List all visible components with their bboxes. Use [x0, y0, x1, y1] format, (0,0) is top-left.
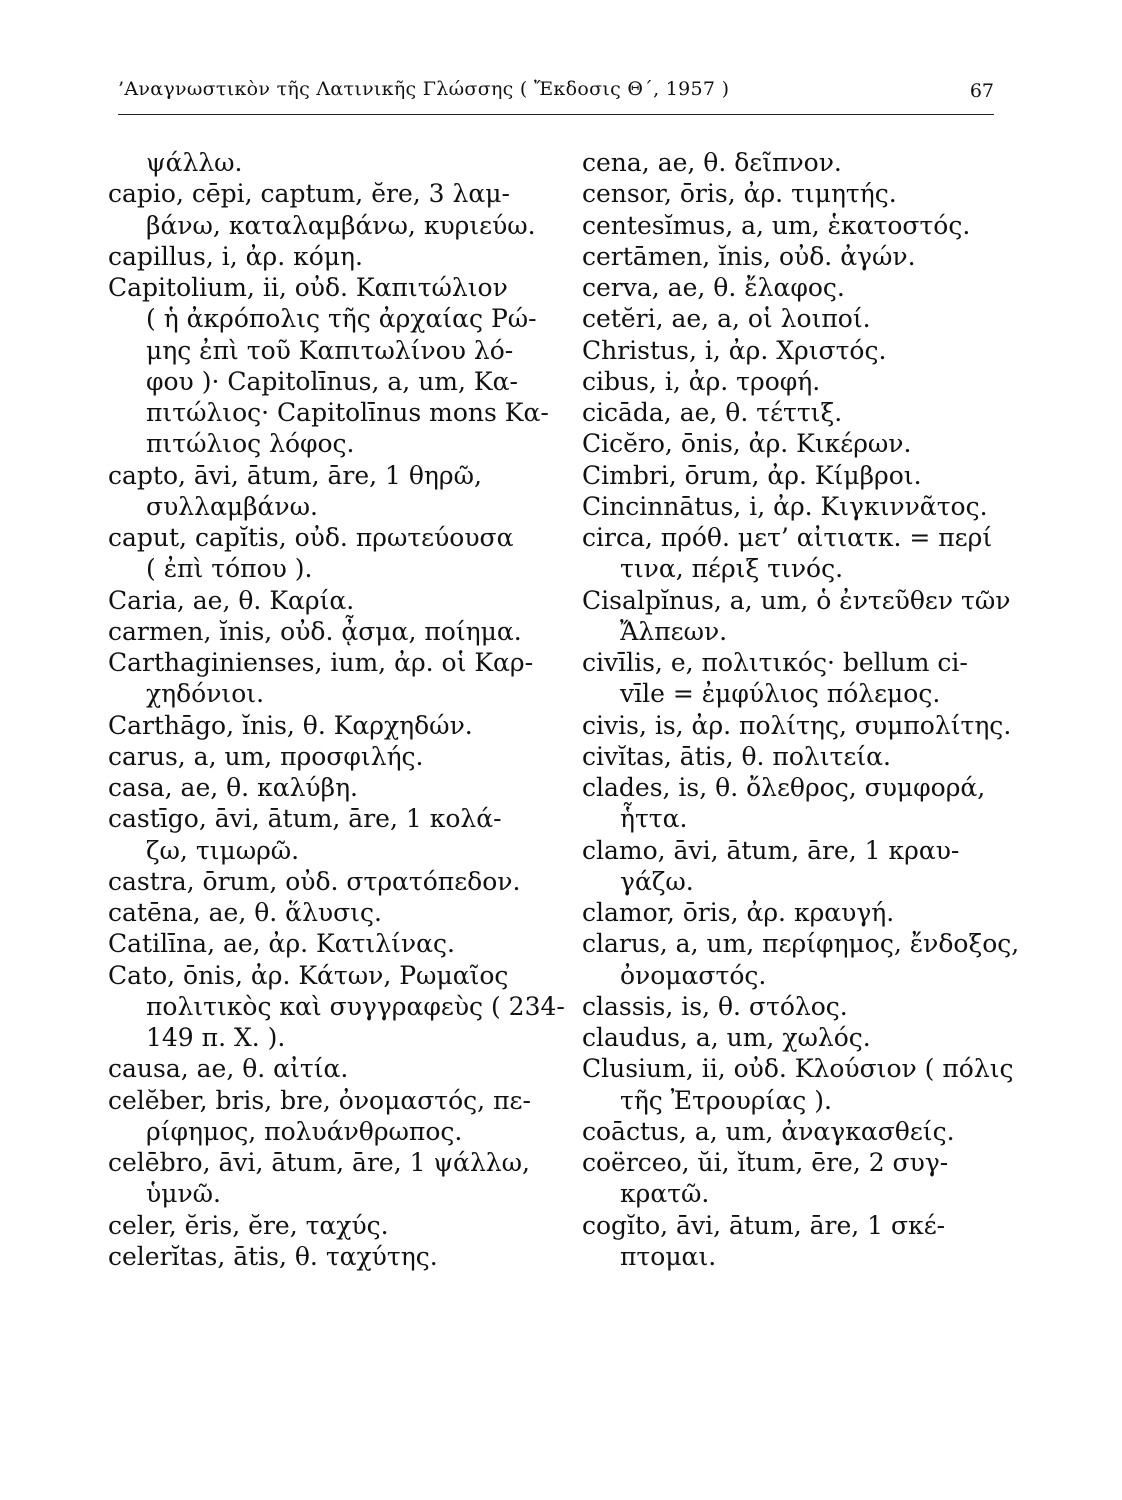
entry-line: cibus, i, ἀρ. τροφή. — [582, 366, 821, 396]
entry-continuation-line: ψάλλω. — [146, 148, 243, 177]
entry-line: clarus, a, um, περίφημος, ἔνδοξος, — [582, 929, 1020, 959]
entry-line: Cato, ōnis, ἀρ. Κάτων, Ρωμαῖος — [108, 960, 509, 990]
entry-continuation-line: ( ἡ ἀκρόπολις τῆς ἀρχαίας Ρώ- — [146, 304, 537, 334]
entry-line: castra, ōrum, οὐδ. στρατόπεδον. — [108, 866, 521, 896]
entry-continuation-line: ( ἐπὶ τόπου ). — [146, 554, 313, 584]
entry-continuation-line: τῆς Ἐτρουρίας ). — [620, 1085, 832, 1115]
entry-continuation-line: πιτώλιος· Capitolīnus mons Κα- — [146, 398, 549, 427]
entry-continuation-line: πολιτικὸς καὶ συγγραφεὺς ( 234- — [146, 991, 565, 1021]
left-column — [108, 147, 563, 1272]
entry-line: catēna, ae, θ. ἅλυσις. — [108, 898, 382, 927]
entry-line: certāmen, ĭnis, οὐδ. ἀγών. — [582, 241, 916, 271]
entry-continuation-line: φου )· Capitolīnus, a, um, Κα- — [146, 366, 518, 396]
entry-continuation-line: ρίφημος, πολυάνθρωπος. — [146, 1116, 463, 1146]
entry-line: casa, ae, θ. καλύβη. — [108, 773, 358, 802]
entry-line: cetĕri, ae, a, οἱ λοιποί. — [582, 304, 871, 334]
entry-continuation-line: vīle = ἐμφύλιος πόλεμος. — [620, 679, 941, 709]
entry-continuation-line: 149 π. Χ. ). — [146, 1023, 286, 1052]
entry-line: celĕber, bris, bre, ὀνομαστός, πε- — [108, 1085, 531, 1115]
entry-line: caput, capĭtis, οὐδ. πρωτεύουσα — [108, 523, 514, 552]
entry-line: cicāda, ae, θ. τέττιξ. — [582, 398, 843, 427]
entry-line: civīlis, e, πολιτικός· bellum ci- — [582, 648, 968, 677]
entry-line: censor, ōris, ἀρ. τιμητής. — [582, 179, 897, 209]
entry-line: coāctus, a, um, ἀναγκασθείς. — [582, 1116, 955, 1146]
entry-line: celēbro, āvi, ātum, āre, 1 ψάλλω, — [108, 1148, 530, 1177]
entry-line: civĭtas, ātis, θ. πολιτεία. — [582, 741, 891, 771]
entry-line: Caria, ae, θ. Καρία. — [108, 585, 355, 615]
entry-line: coërceo, ŭi, ĭtum, ēre, 2 συγ- — [582, 1148, 949, 1177]
entry-line: claudus, a, um, χωλός. — [582, 1023, 871, 1052]
entry-line: Carthaginienses, ium, ἀρ. οἱ Καρ- — [108, 648, 534, 677]
entry-line: centesĭmus, a, um, ἑκατοστός. — [582, 210, 971, 240]
entry-line: Capitolium, ii, οὐδ. Καπιτώλιον — [108, 273, 508, 302]
entry-line: Cisalpĭnus, a, um, ὁ ἐντεῦθεν τῶν — [582, 585, 1011, 615]
entry-line: cerva, ae, θ. ἔλαφος. — [582, 273, 845, 302]
entry-line: celer, ĕris, ĕre, ταχύς. — [108, 1210, 389, 1240]
entry-line: carus, a, um, προσφιλής. — [108, 741, 424, 771]
entry-line: cogĭto, āvi, ātum, āre, 1 σκέ- — [582, 1210, 946, 1240]
entry-line: Clusium, ii, οὐδ. Κλούσιον ( πόλις — [582, 1054, 1014, 1084]
entry-line: civis, is, ἀρ. πολίτης, συμπολίτης. — [582, 710, 1012, 740]
entry-continuation-line: πιτώλιος λόφος. — [146, 429, 355, 459]
entry-continuation-line: κρατῶ. — [620, 1179, 710, 1209]
entry-line: Christus, i, ἀρ. Χριστός. — [582, 335, 887, 365]
entry-continuation-line: τινα, πέριξ τινός. — [620, 554, 844, 584]
entry-continuation-line: μης ἐπὶ τοῦ Καπιτωλίνου λό- — [146, 335, 514, 365]
page-header — [118, 78, 994, 115]
entry-line: Cicĕro, ōnis, ἀρ. Κικέρων. — [582, 429, 912, 459]
page-number: 67 — [969, 80, 994, 102]
entry-line: Cimbri, ōrum, ἀρ. Κίμβροι. — [582, 460, 922, 490]
entry-line: clades, is, θ. ὄλεθρος, συμφορά, — [582, 773, 986, 802]
entry-continuation-line: ἧττα. — [620, 804, 688, 834]
entry-line: cena, ae, θ. δεῖπνον. — [582, 148, 842, 177]
right-column — [582, 147, 1020, 1272]
entry-continuation-line: χηδόνιοι. — [146, 679, 265, 709]
entry-continuation-line: πτομαι. — [620, 1241, 717, 1271]
running-title: ’Αναγνωστικὸν τῆς Λατινικῆς Γλώσσης ( Ἔκδοσις Θ΄, 1957 ) — [118, 78, 730, 100]
entry-line: castīgo, āvi, ātum, āre, 1 κολά- — [108, 804, 502, 834]
entry-line: capio, cēpi, captum, ĕre, 3 λαμ- — [108, 179, 510, 209]
entry-line: celerĭtas, ātis, θ. ταχύτης. — [108, 1241, 438, 1271]
entry-continuation-line: γάζω. — [620, 866, 694, 896]
entry-line: Carthāgo, ĭnis, θ. Καρχηδών. — [108, 710, 473, 740]
entry-line: capillus, i, ἀρ. κόμη. — [108, 241, 363, 271]
entry-continuation-line: ὀνομαστός. — [620, 960, 767, 990]
entry-line: carmen, ĭnis, οὐδ. ᾆσμα, ποίημα. — [108, 616, 522, 646]
entry-continuation-line: Ἄλπεων. — [620, 616, 728, 646]
entry-line: causa, ae, θ. αἰτία. — [108, 1054, 349, 1084]
entry-line: capto, āvi, ātum, āre, 1 θηρῶ, — [108, 460, 482, 490]
entry-continuation-line: ὑμνῶ. — [146, 1179, 221, 1209]
entry-line: Cincinnātus, i, ἀρ. Κιγκιννᾶτος. — [582, 491, 988, 521]
entry-line: clamor, ōris, ἀρ. κραυγή. — [582, 898, 895, 927]
entry-continuation-line: συλλαμβάνω. — [146, 491, 318, 521]
entry-continuation-line: βάνω, καταλαμβάνω, κυριεύω. — [146, 210, 536, 240]
entry-line: classis, is, θ. στόλος. — [582, 991, 848, 1021]
entry-continuation-line: ζω, τιμωρῶ. — [146, 835, 300, 865]
entry-line: clamo, āvi, ātum, āre, 1 κραυ- — [582, 835, 960, 865]
entry-line: Catilīna, ae, ἀρ. Κατιλίνας. — [108, 929, 455, 959]
entry-line: circa, πρόθ. μετ’ αἰτιατκ. = περί — [582, 523, 993, 552]
